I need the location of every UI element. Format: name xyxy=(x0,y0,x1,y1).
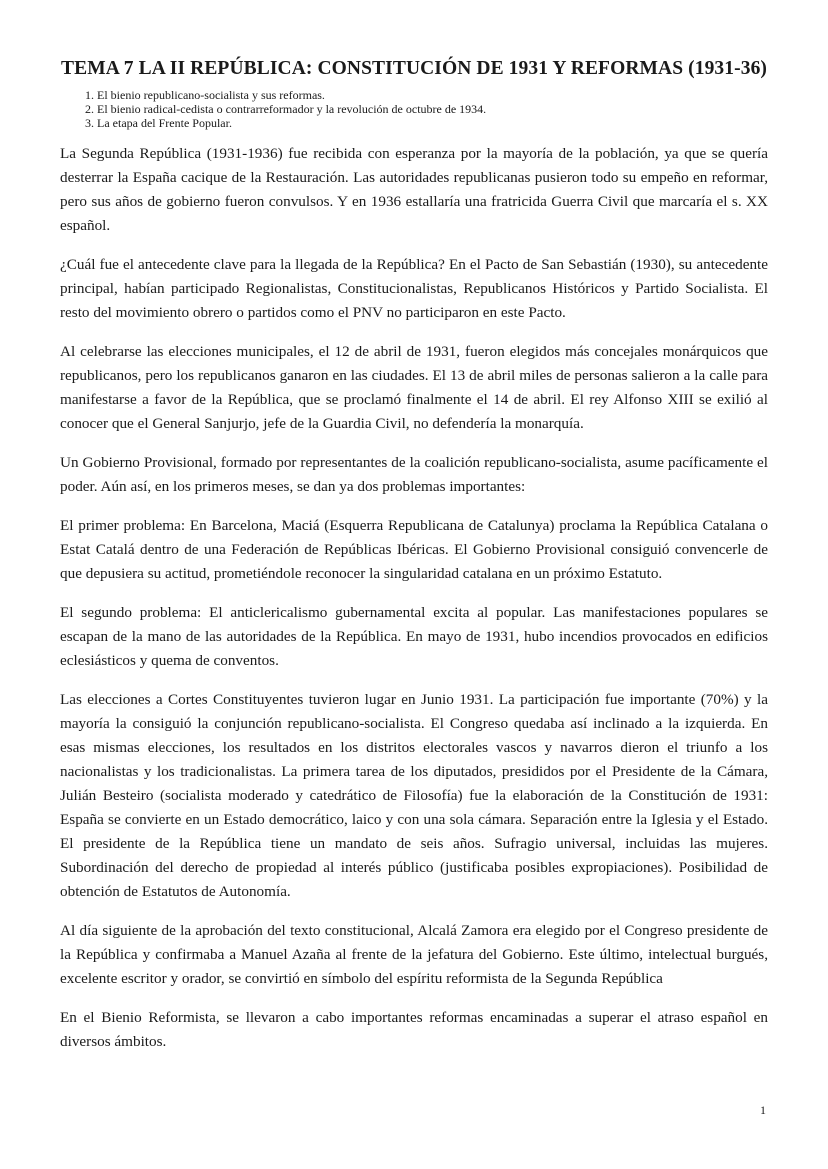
paragraph-provisional-government: Un Gobierno Provisional, formado por representantes de la coalición republicano-socialista, asume pacíficamente el poder. Aún así, en los primeros meses, se dan ya dos problemas importantes: xyxy=(60,454,768,495)
toc-item-number: 2. xyxy=(85,102,94,116)
toc-item-text: El bienio radical-cedista o contrarreformador y la revolución de octubre de 1934. xyxy=(97,102,487,116)
document-title: TEMA 7 LA II REPÚBLICA: CONSTITUCIÓN DE 1931 Y REFORMAS (1931-36) xyxy=(60,58,768,79)
toc-item xyxy=(60,102,768,116)
paragraph-first-problem: El primer problema: En Barcelona, Maciá (Esquerra Republicana de Catalunya) proclama la República Catalana o Estat Catalá dentro de una Federación de Repúblicas Ibéricas. El Gobierno Provisional consiguió convencerle de que depusiera su actitud, prometiéndole reconocer la singularidad catalana en un próximo Estatuto. xyxy=(60,517,768,582)
paragraph-reformist-biennium: En el Bienio Reformista, se llevaron a cabo importantes reformas encaminadas a superar el atraso español en diversos ámbitos. xyxy=(60,1009,768,1050)
paragraph-antecedent: ¿Cuál fue el antecedente clave para la llegada de la República? En el Pacto de San Sebastián (1930), su antecedente principal, habían participado Regionalistas, Constitucionalistas, Republicanos Históricos y Partido Socialista. El resto del movimiento obrero o partidos como el PNV no participaron en este Pacto. xyxy=(60,256,768,321)
table-of-contents xyxy=(60,88,768,130)
toc-item-text: El bienio republicano-socialista y sus reformas. xyxy=(97,88,325,102)
paragraph-second-problem: El segundo problema: El anticlericalismo gubernamental excita al popular. Las manifestaciones populares se escapan de la mano de las autoridades de la República. En mayo de 1931, hubo incendios provocados en edificios eclesiásticos y quema de conventos. xyxy=(60,604,768,669)
toc-item-number: 1. xyxy=(85,88,94,102)
toc-item-number: 3. xyxy=(85,116,94,130)
paragraph-municipal-elections: Al celebrarse las elecciones municipales, el 12 de abril de 1931, fueron elegidos más concejales monárquicos que republicanos, pero los republicanos ganaron en las ciudades. El 13 de abril miles de personas salieron a la calle para manifestarse a favor de la República, que se proclamó finalmente el 14 de abril. El rey Alfonso XIII se exilió al conocer que el General Sanjurjo, jefe de la Guardia Civil, no defendería la monarquía. xyxy=(60,343,768,432)
paragraph-alcala-zamora: Al día siguiente de la aprobación del texto constitucional, Alcalá Zamora era elegido por el Congreso presidente de la República y confirmaba a Manuel Azaña al frente de la jefatura del Gobierno. Este último, intelectual burgués, excelente escritor y orador, se convirtió en símbolo del espíritu reformista de la Segunda República xyxy=(60,922,768,987)
paragraph-constituent-elections: Las elecciones a Cortes Constituyentes tuvieron lugar en Junio 1931. La participación fue importante (70%) y la mayoría la consiguió la conjunción republicano-socialista. El Congreso quedaba así inclinado a la izquierda. En esas mismas elecciones, los resultados en los distritos electorales vascos y navarros dieron el triunfo a los nacionalistas y los tradicionalistas. La primera tarea de los diputados, presididos por el Presidente de la Cámara, Julián Besteiro (socialista moderado y catedrático de Filosofía) fue la elaboración de la Constitución de 1931: España se convierte en un Estado democrático, laico y con una sola cámara. Separación entre la Iglesia y el Estado. El presidente de la República tiene un mandato de seis años. Sufragio universal, incluidas las mujeres. Subordinación del derecho de propiedad al interés público (justificaba posibles expropiaciones). Posibilidad de obtención de Estatutos de Autonomía. xyxy=(60,691,768,900)
toc-item-text: La etapa del Frente Popular. xyxy=(97,116,232,130)
toc-item xyxy=(60,88,768,102)
toc-item xyxy=(60,116,768,130)
page-number: 1 xyxy=(760,1103,766,1117)
paragraph-intro: La Segunda República (1931-1936) fue recibida con esperanza por la mayoría de la población, ya que se quería desterrar la España cacique de la Restauración. Las autoridades republicanas pusieron todo su empeño en reformar, pero sus años de gobierno fueron convulsos. Y en 1936 estallaría una fratricida Guerra Civil que marcaría el s. XX español. xyxy=(60,145,768,234)
